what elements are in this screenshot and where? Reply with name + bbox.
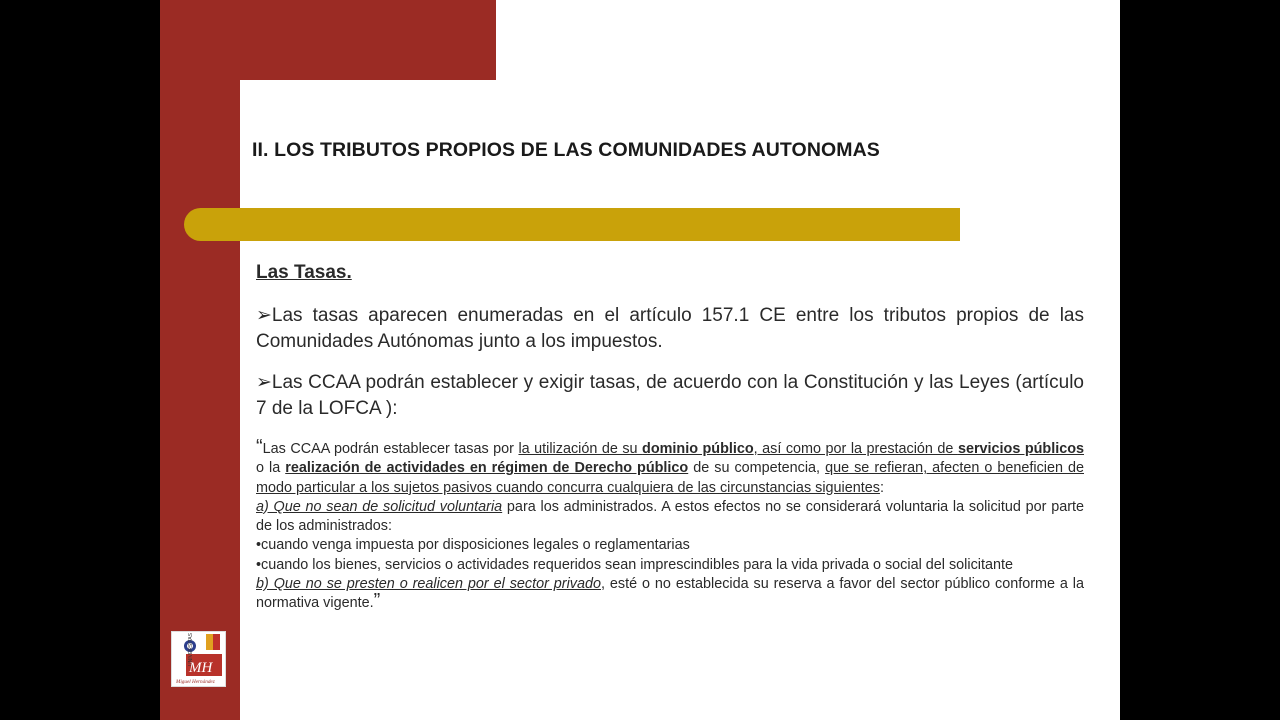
arrow-bullet-icon: ➢ [256, 372, 272, 393]
gold-divider-bar [184, 208, 960, 241]
quote-underlined: la utilización de su [518, 441, 643, 457]
sub-bullet-2: •cuando los bienes, servicios o actividades requeridos sean imprescindibles para la vida privada o social del solicitante [256, 556, 1013, 573]
paragraph-text: Las CCAA podrán establecer y exigir tasas, de acuerdo con la Constitución y las Leyes (artículo 7 de la LOFCA ): [256, 372, 1084, 419]
arrow-bullet-icon: ➢ [256, 305, 272, 326]
quote-text: de su competencia, [688, 460, 826, 477]
section-heading: Las Tasas. [256, 262, 352, 283]
quote-term-servicios: servicios públicos [957, 441, 1085, 457]
slide-title: II. LOS TRIBUTOS PROPIOS DE LAS COMUNIDADES AUTONOMAS [252, 139, 880, 161]
close-quote-mark: ” [373, 590, 381, 613]
logo-monogram: MH [189, 660, 213, 676]
quote-text: Las CCAA podrán establecer tasas por [262, 441, 519, 457]
quote-underlined: , así como por la prestación de [753, 441, 958, 457]
quote-text: : [879, 479, 884, 496]
condition-b-label: b) Que no se presten o realicen por el sector privado [256, 576, 601, 593]
quote-underlined: que se refieran, afecten o beneficien de modo particular a los sujetos pasivos cuando concurra cualquiera de las circunstancias siguientes [256, 460, 1084, 496]
logo-caption: Miguel Hernández [176, 679, 215, 685]
logo-side-text: UNIVERSITAS [188, 633, 194, 666]
slide [160, 0, 1120, 720]
bullet-paragraph-2 [256, 370, 1084, 422]
open-quote-mark: “ [256, 436, 263, 458]
red-side-band [160, 0, 240, 720]
sub-bullet-1: •cuando venga impuesta por disposiciones legales o reglamentarias [256, 537, 690, 554]
condition-a-label: a) Que no sean de solicitud voluntaria [256, 498, 503, 515]
bullet-paragraph-1 [256, 303, 1084, 355]
umh-logo-icon [172, 632, 225, 686]
paragraph-text: Las tasas aparecen enumeradas en el artículo 157.1 CE entre los tributos propios de las Comunidades Autónomas junto a los impuestos. [256, 305, 1084, 352]
condition-a-text: para los administrados. A estos efectos no se considerará voluntaria la solicitud por parte de los administrados: [256, 498, 1084, 535]
legal-quote [256, 436, 1085, 614]
condition-b-text: , esté o no establecida su reserva a favor del sector público conforme a la normativa vigente. [256, 576, 1084, 612]
red-top-band [160, 0, 496, 80]
quote-term-actividades: realización de actividades en régimen de Derecho público [285, 460, 689, 477]
quote-term-dominio: dominio público [642, 441, 754, 457]
quote-text: o la [256, 460, 286, 477]
university-logo [171, 631, 226, 687]
